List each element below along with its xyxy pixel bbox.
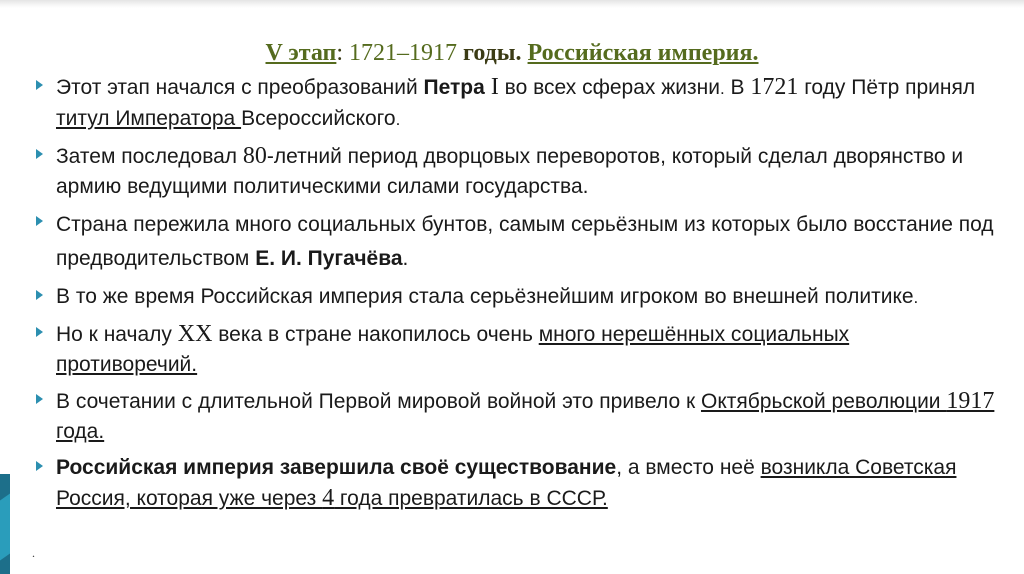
list-item	[36, 208, 996, 276]
list-item-text: В сочетании с длительной Первой мировой войной это привело к Октябрьской революции 1917 года.	[56, 388, 995, 443]
list-item-text: Этот этап начался с преобразований Петра I во всех сферах жизни. В 1721 году Пётр принял титул Императора Всероссийского.	[56, 74, 976, 130]
bullet-arrow-icon	[36, 149, 43, 159]
list-item	[36, 453, 996, 514]
title-stage: V этап	[265, 40, 337, 66]
corner-decoration	[0, 474, 18, 574]
bullet-arrow-icon	[36, 461, 43, 471]
list-item-text: Но к началу XX века в стране накопилось очень много нерешённых социальных противоречий.	[56, 321, 850, 376]
list-item-text: Страна пережила много социальных бунтов, самым серьёзным из которых было восстание под предводительством Е. И. Пугачёва.	[56, 213, 994, 270]
list-item	[36, 282, 996, 313]
bullet-arrow-icon	[36, 327, 43, 337]
list-item-text: Российская империя завершила своё существование, а вместо неё возникла Советская Россия, которая уже через 4 года превратилась в СССР.	[56, 456, 957, 511]
list-item	[36, 319, 996, 380]
bullet-list	[36, 72, 996, 520]
list-item	[36, 141, 996, 202]
title-empire: Российская империя.	[527, 40, 759, 66]
slide-title	[0, 40, 1024, 67]
list-item	[36, 72, 996, 135]
list-item	[36, 386, 996, 447]
bullet-arrow-icon	[36, 80, 43, 90]
title-years: 1721–1917	[343, 40, 464, 66]
list-item-text: В то же время Российская империя стала серьёзнейшим игроком во внешней политике.	[56, 285, 919, 308]
footer-dot: .	[32, 546, 35, 560]
title-colon: :	[336, 40, 344, 66]
list-item-text: Затем последовал 80-летний период дворцовых переворотов, который сделал дворянство и армию ведущими политическими силами государства.	[56, 143, 964, 198]
bullet-arrow-icon	[36, 394, 43, 404]
title-word: годы.	[463, 40, 522, 66]
bullet-arrow-icon	[36, 216, 43, 226]
top-gradient-band	[0, 0, 1024, 8]
bullet-arrow-icon	[36, 290, 43, 300]
